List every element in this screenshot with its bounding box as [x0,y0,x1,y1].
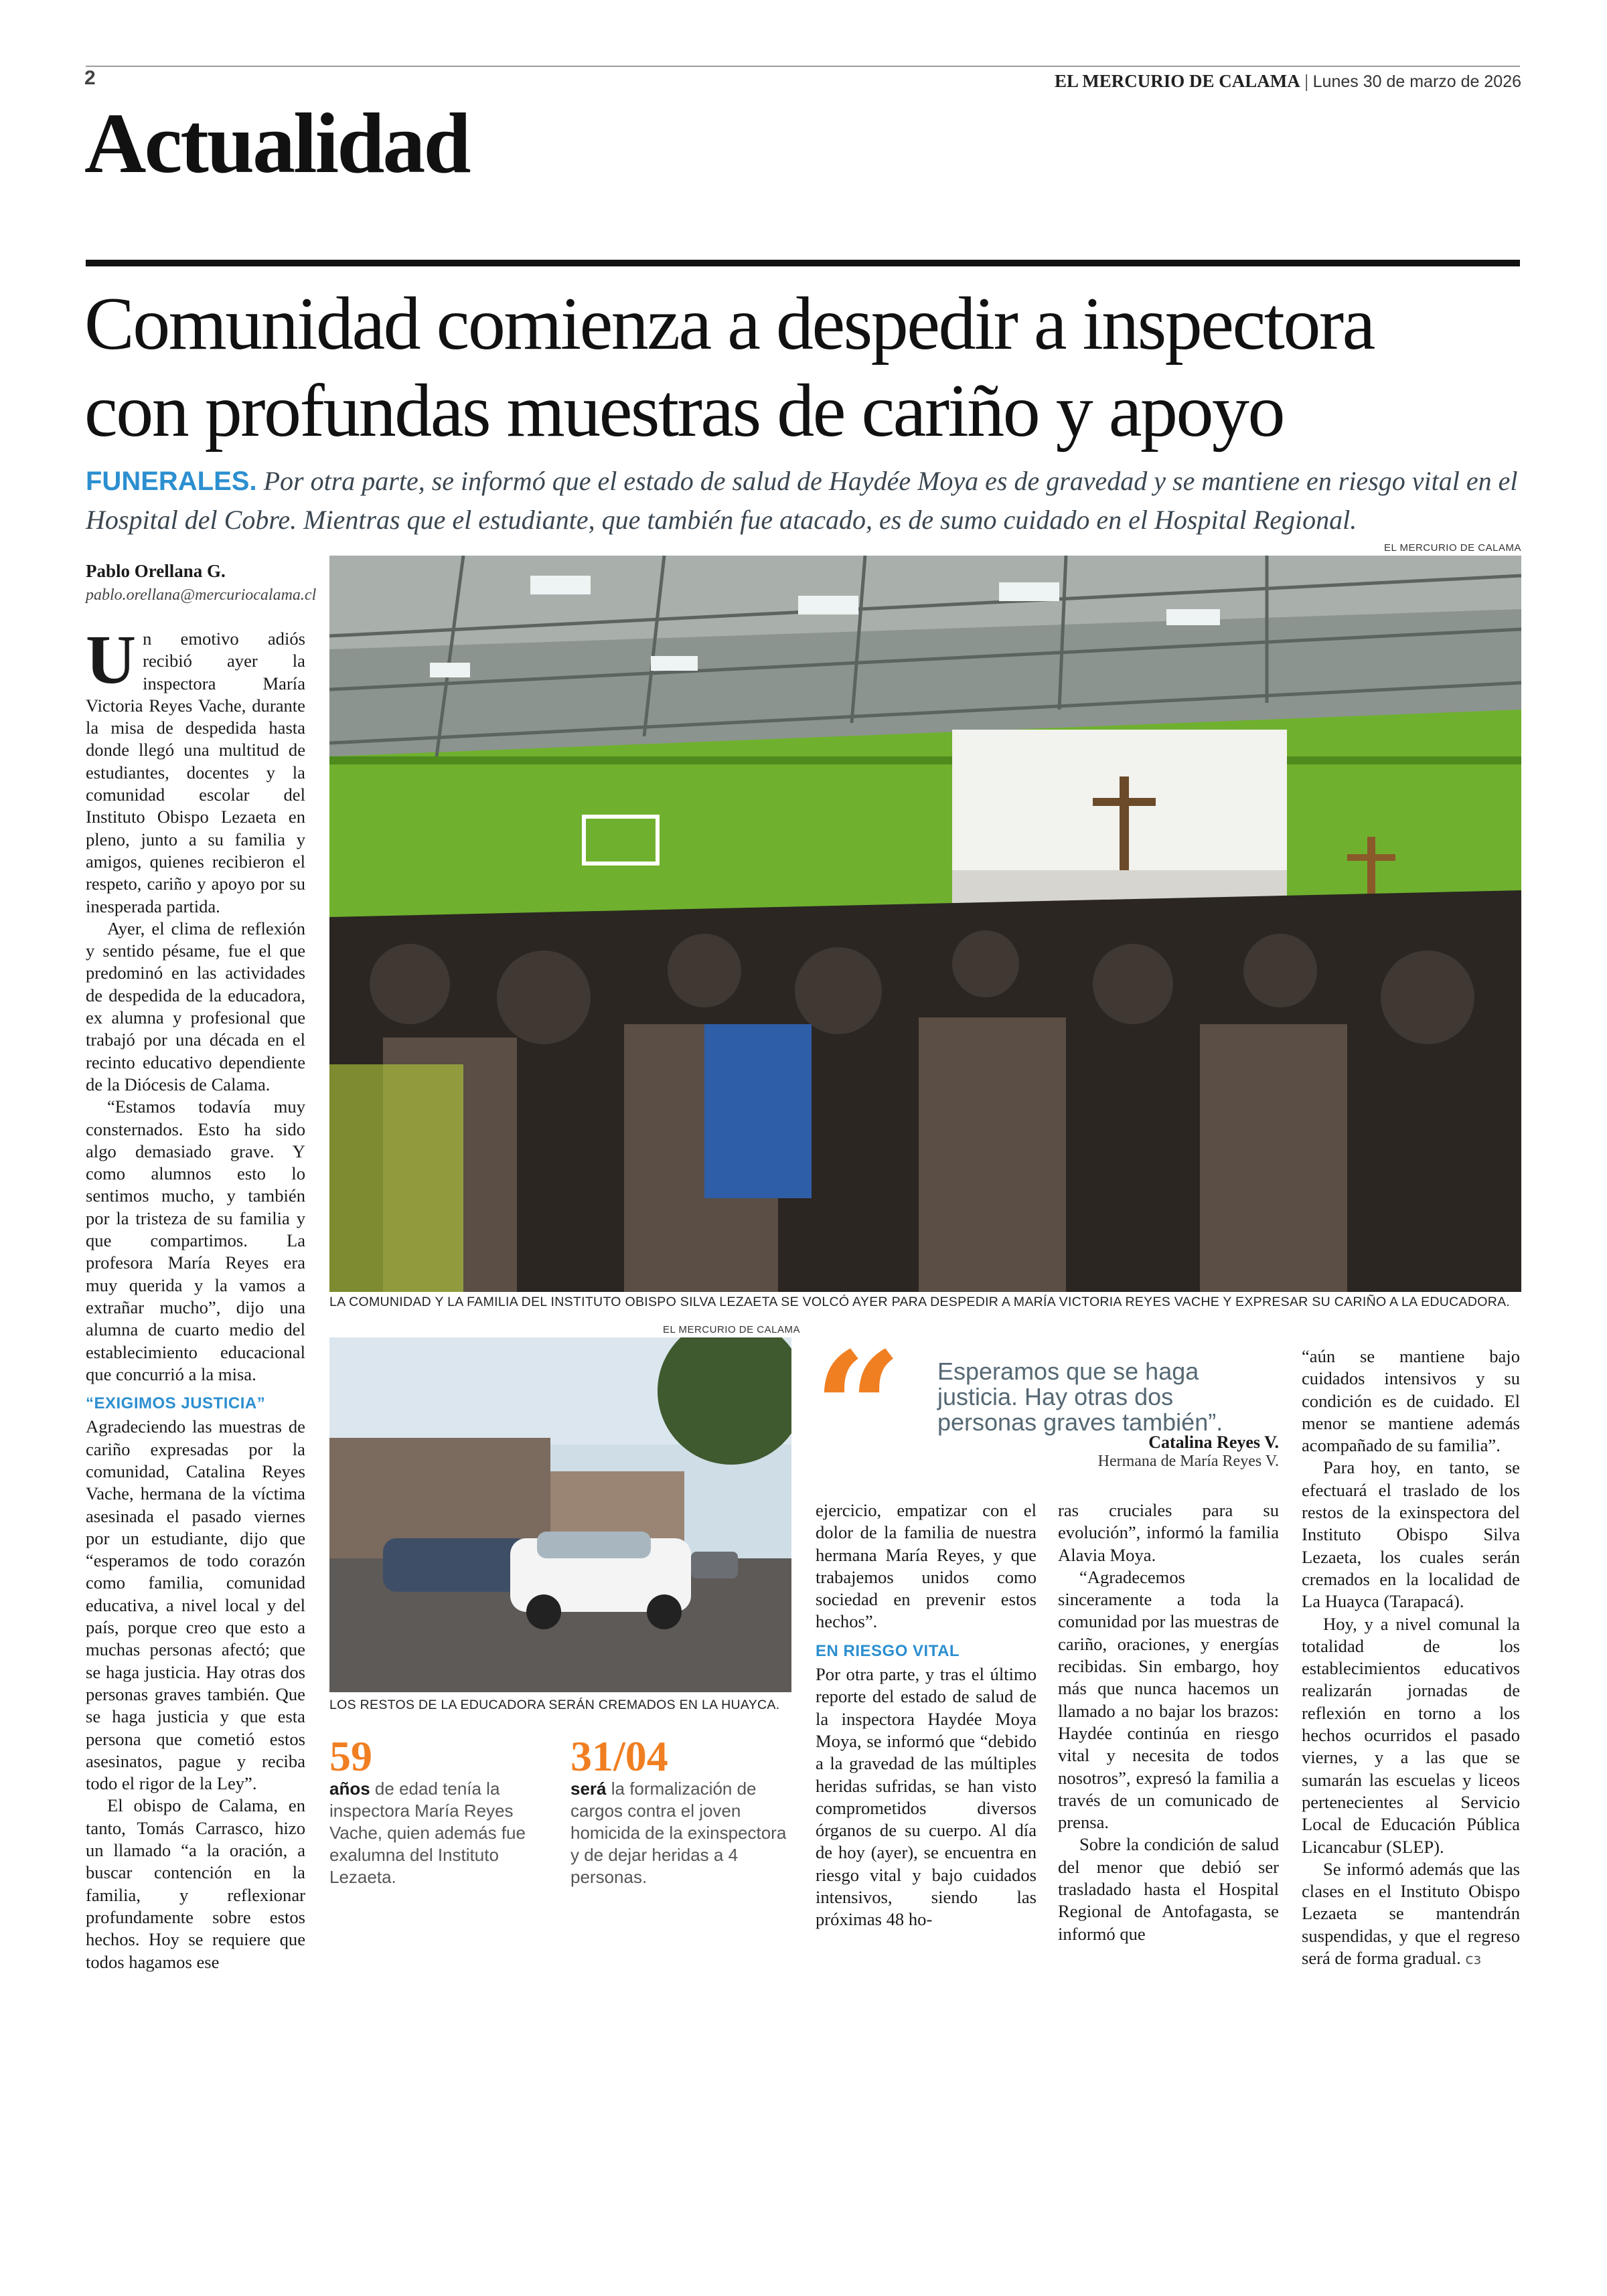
second-photo [329,1337,791,1692]
end-mark-icon: cз [1465,1951,1482,1969]
top-rule [86,66,1520,67]
headline-rule [86,260,1520,266]
fact-box-1 [329,1732,550,1888]
subhead-exigimos-justicia: “EXIGIMOS JUSTICIA” [86,1394,266,1413]
main-photo [329,556,1521,1292]
quote-role: Hermana de María Reyes V. [1097,1453,1279,1470]
paragraph: Hoy, y a nivel comunal la totalidad de los establecimientos educativos realizarán jornadas de reflexión en torno a los hechos ocurridos el pasado viernes, y a las que se sumarán las escuelas y liceos pertenecientes al Servicio Local de Educación Pública Licancabur (SLEP). [1302,1613,1520,1857]
main-photo-caption: LA COMUNIDAD Y LA FAMILIA DEL INSTITUTO OBISPO SILVA LEZAETA SE VOLCÓ AYER PARA DESPEDIR A MARÍA VICTORIA REYES VACHE Y EXPRESAR SU CARIÑO A LA EDUCADORA. [329,1295,1511,1309]
paragraph: “Agradecemos sinceramente a toda la comunidad por las muestras de cariño, oraciones, y energías recibidas. Sin embargo, hoy más que nunca hacemos un llamado a no bajar los brazos: Haydée continúa en riesgo vital y necesita de todos nosotros”, expresó la familia a través de un comunicado de prensa. [1058,1566,1279,1833]
second-photo-credit: EL MERCURIO DE CALAMA [663,1324,800,1335]
fact-number: 31/04 [570,1732,668,1780]
headline-line-2: con profundas muestras de cariño y apoyo [84,369,1284,453]
subhead-en-riesgo-vital: EN RIESGO VITAL [816,1641,960,1660]
fact-box-2 [570,1732,791,1888]
column-4 [1058,1499,1279,1945]
paragraph: Sobre la condición de salud del menor que debió ser trasladado hasta el Hospital Regional de Antofagasta, se informó que [1058,1834,1279,1944]
quote-mark-icon: “ [814,1319,903,1499]
publication-date: Lunes 30 de marzo de 2026 [1312,72,1521,91]
fact-body: la formalización de cargos contra el joven homicida de la exinspectora y de dejar heridas a 4 personas. [570,1779,787,1887]
paragraph-text: n emotivo adiós recibió ayer la inspectora María Victoria Reyes Vache, durante la misa de despedida hasta donde llegó una multitud de estudiantes, docentes y la comunidad escolar del Instituto Obispo Lezaeta en pleno, junto a su familia y amigos, quienes recibieron el respeto, cariño y apoyo por su inesperada partida. [86,629,305,916]
paragraph: Por otra parte, y tras el último reporte del estado de salud de la inspectora Haydée Moya Moya, se informó que “debido a la gravedad de las múltiples heridas sufridas, se han visto comprometidos diversos órganos de su cuerpo. Al día de hoy (ayer), se encuentra en riesgo vital y bajo cuidados intensivos, siendo las próximas 48 ho- [816,1664,1037,1930]
hearse-street-photo [329,1337,791,1692]
paragraph [1302,1858,1520,1971]
pull-quote: Esperamos que se haga justicia. Hay otras dos personas graves también”. [937,1358,1223,1436]
quote-attribution [937,1432,1279,1471]
second-photo-caption: LOS RESTOS DE LA EDUCADORA SERÁN CREMADOS EN LA HUAYCA. [329,1698,780,1712]
column-5 [1302,1345,1520,1971]
deck [86,462,1525,540]
column-3 [816,1499,1037,1931]
column-1 [86,621,305,1973]
paragraph: ejercicio, empatizar con el dolor de la familia de nuestra hermana María Reyes, y que trabajemos unidos como sociedad en prevenir estos hechos”. [816,1500,1037,1632]
separator: | [1304,71,1308,91]
headline [84,281,1531,455]
paragraph [86,621,305,918]
fact-lead: años [329,1779,370,1799]
publication-name: EL MERCURIO DE CALAMA [1054,71,1300,91]
author-email[interactable]: pablo.orellana@mercuriocalama.cl [86,586,317,604]
paragraph: Para hoy, en tanto, se efectuará el traslado de los restos de la exinspectora del Instituto Obispo Silva Lezaeta, los cuales serán cremados en la localidad de La Huayca (Tarapacá). [1302,1457,1520,1612]
deck-text: Por otra parte, se informó que el estado de salud de Haydée Moya es de gravedad y se mantiene en riesgo vital en el Hospital del Cobre. Mientras que el estudiante, que también fue atacado, es de sumo cuidado en el Hospital Regional. [86,466,1518,535]
fact-text [570,1778,791,1888]
headline-line-1: Comunidad comienza a despedir a inspectora [84,282,1374,365]
paragraph: Agradeciendo las muestras de cariño expresadas por la comunidad, Catalina Reyes Vache, hermana de la víctima asesinada el pasado viernes por un estudiante, dijo que “esperamos de todo corazón como familia, comunidad educativa, a nivel local y del país, porque creo que esto a muchas personas afectó; que se haga justicia. Hay otras dos personas graves también. Que se haga justicia y que esta persona que cometió estos asesinatos, pague y reciba todo el rigor de la Ley”. [86,1416,305,1794]
section-title: Actualidad [84,96,469,191]
drop-cap: U [86,621,137,698]
paragraph: “Estamos todavía muy consternados. Esto ha sido algo demasiado grave. Y como alumnos esto lo sentimos mucho, y también por la tristeza de su familia y que compartimos. La profesora María Reyes era muy querida y la vamos a extrañar mucho”, dijo una alumna de cuarto medio del establecimiento educacional que concurrió a la misa. [86,1096,305,1384]
quote-name: Catalina Reyes V. [1148,1432,1279,1452]
gymnasium-mass-photo [329,556,1521,1292]
paragraph: El obispo de Calama, en tanto, Tomás Carrasco, hizo un llamado “a la oración, a buscar contención en la familia, y reflexionar profundamente sobre estos hechos. Hoy se requiere que todos hagamos ese [86,1795,305,1972]
paragraph: ras cruciales para su evolución”, informó la familia Alavia Moya. [1058,1500,1279,1565]
paragraph-text: Se informó además que las clases en el Instituto Obispo Lezaeta se mantendrán suspendidas, y que el regreso será de forma gradual. [1302,1858,1520,1969]
byline: Pablo Orellana G. [86,561,226,581]
paragraph: “aún se mantiene bajo cuidados intensivos y su condición es de cuidado. El menor se mantiene además acompañado de su familia”. [1302,1346,1520,1456]
paragraph: Ayer, el clima de reflexión y sentido pésame, fue el que predominó en las actividades de despedida de la educadora, ex alumna y profesional que trabajó por una década en el recinto educativo dependiente de la Diócesis de Calama. [86,918,305,1094]
fact-text [329,1778,550,1888]
deck-kicker: FUNERALES. [86,467,257,496]
fact-number: 59 [329,1732,372,1780]
fact-lead: será [570,1779,607,1799]
main-photo-credit: EL MERCURIO DE CALAMA [1384,542,1521,554]
page-number: 2 [84,67,96,89]
fact-body: de edad tenía la inspectora María Reyes Vache, quien además fue exalumna del Instituto Lezaeta. [329,1779,526,1887]
publication-line [1055,71,1521,92]
